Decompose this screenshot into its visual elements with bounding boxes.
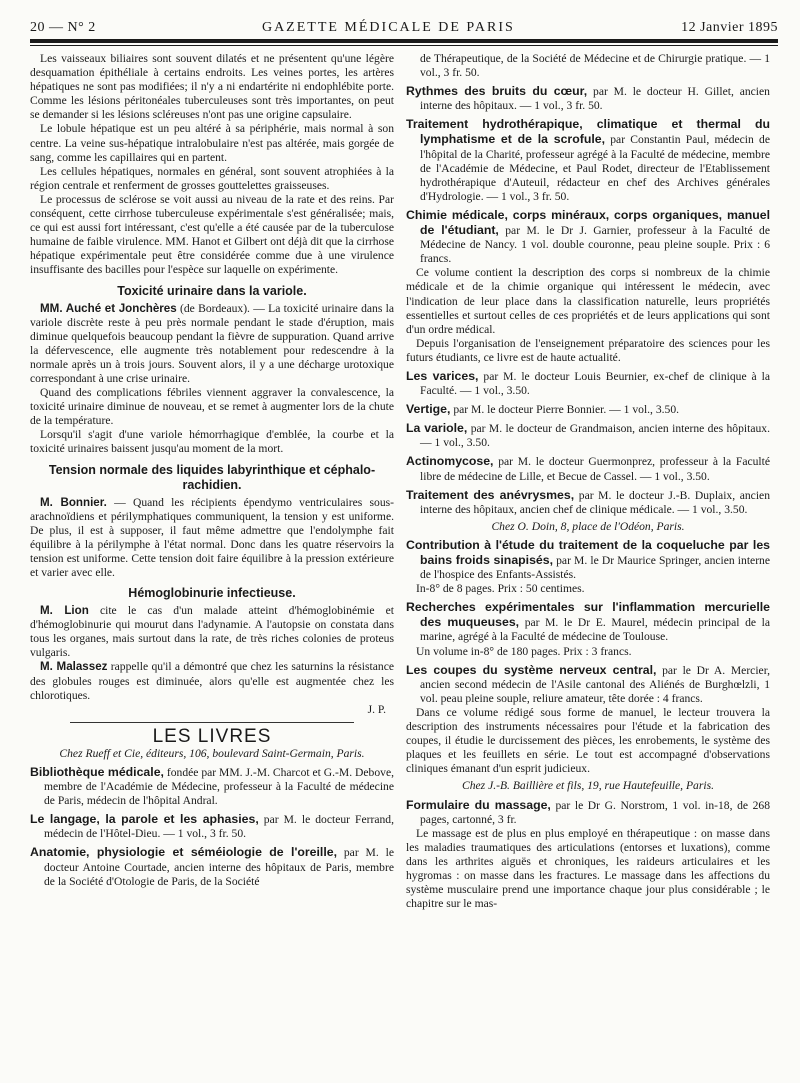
book-title: Actinomycose,	[406, 454, 494, 469]
right-column	[406, 52, 770, 911]
book-entry	[406, 488, 770, 517]
paragraph-text: cite le cas d'un malade atteint d'hémoglobinémie et d'hémoglobinurie qui mourut dans l'adynamie. A l'autopsie on constata dans tous les organes, mais surtout dans la rate, de très riches colonies de proteus vulgaris.	[30, 604, 394, 660]
book-details: par M. le Dr E. Maurel, médecin principal de la marine, agrégé à la Faculté de médecine de Toulouse.	[420, 616, 770, 644]
author-names: M. Bonnier.	[40, 495, 107, 509]
book-entry	[406, 663, 770, 706]
paragraph: Depuis l'organisation de l'enseignement préparatoire des sciences pour les futurs étudiants, ce livre est de haute actualité.	[406, 336, 770, 364]
author-names: M. Lion	[40, 604, 89, 618]
paragraph-text: rappelle qu'il a démontré que chez les saturnins la résistance des globules rouges est diminuée, alors qu'elle est augmentée chez les chlorotiques.	[30, 660, 394, 702]
journal-title: GAZETTE MÉDICALE DE PARIS	[261, 20, 515, 35]
book-entry	[406, 208, 770, 266]
section-title: LES LIVRES	[152, 725, 272, 747]
left-column	[30, 52, 394, 911]
book-title: Contribution à l'étude du traitement de la coqueluche par les bains froids sinapisés,	[406, 537, 770, 567]
signature: J. P.	[367, 702, 386, 716]
book-details: par M. le docteur Louis Beurnier, ex-chef de clinique à la Faculté. — 1 vol., 3.50.	[420, 369, 770, 398]
book-details: par M. le docteur J.-B. Duplaix, ancien interne des hôpitaux, ancien chef de clinique médicale. — 1 vol., 3.50.	[420, 488, 770, 516]
divider	[70, 722, 354, 723]
book-entry	[30, 812, 394, 841]
section-heading: Tension normale des liquides labyrinthique et céphalo-rachidien.	[48, 462, 376, 492]
book-title: Recherches expérimentales sur l'inflammation mercurielle des muqueuses,	[406, 600, 770, 630]
paragraph	[30, 302, 394, 387]
book-entry	[406, 421, 770, 450]
page-header	[30, 0, 778, 36]
book-details: fondée par MM. J.-M. Charcot et G.-M. Debove, membre de l'Académie de Médecine, professeur à la Faculté de médecine de Paris, médecin de l'hôpital Andral.	[44, 765, 394, 808]
paragraph: In-8° de 8 pages. Prix : 50 centimes.	[416, 582, 585, 596]
paragraph: de Thérapeutique, de la Société de Médecine et de Chirurgie pratique. — 1 vol., 3 fr. 50.	[420, 52, 770, 80]
publisher-line: Chez J.-B. Baillière et fils, 19, rue Hautefeuille, Paris.	[461, 779, 714, 793]
paragraph: Le lobule hépatique est un peu altéré à sa périphérie, mais normal à son centre. La veine sus-hépatique intralobulaire n'est pas altérée, mais gorgée de sang, comme les capillaires qui en partent.	[30, 122, 394, 164]
book-entry	[406, 84, 770, 113]
book-entry	[30, 845, 394, 888]
publisher-line: Chez O. Doin, 8, place de l'Odéon, Paris.	[491, 519, 685, 533]
section-heading: Toxicité urinaire dans la variole.	[117, 283, 307, 298]
paragraph: Le massage est de plus en plus employé en thérapeutique : on masse dans les maladies traumatiques des articulations (entorses et luxations), comme dans les arthrites aiguës et chroniques, les raideurs articulaires et les hygromas : on masse dans les fractures. Le massage dans les affections du système musculaire prend une importance chaque jour plus considérable ; le chapitre sur le mas-	[406, 826, 770, 911]
book-details: par Constantin Paul, médecin de l'hôpital de la Charité, professeur agrégé à la Faculté de médecine, membre de l'Académie de Médecine, et Paul Rodet, directeur de l'Etablissement hydrothérapique d'Auteuil, rédacteur en chef des Archives générales d'Hydrologie. — 1 vol., 3 fr. 50.	[420, 133, 770, 203]
paragraph: Les cellules hépatiques, normales en général, sont souvent atrophiées à la région centrale et renferment de grosses gouttelettes graisseuses.	[30, 164, 394, 192]
header-rule	[30, 39, 778, 43]
book-title: Bibliothèque médicale,	[30, 764, 164, 779]
page-number: 20 — N° 2	[30, 20, 96, 35]
paragraph-text: (de Bordeaux). — La toxicité urinaire dans la variole discrète reste à peu près normale pendant le stade d'éruption, mais diminue quelquefois beaucoup pendant la fièvre de suppuration. Quand arrive la défervescence, elle augmente très notablement pour redescendre à la normale après un à trois jours. Souvent alors, il y a une décharge urotoxique correspondant à une crise urinaire.	[30, 301, 394, 385]
book-title: Anatomie, physiologie et séméiologie de l'oreille,	[30, 845, 338, 860]
columns	[30, 52, 778, 911]
publisher-line: Chez Rueff et Cie, éditeurs, 106, boulevard Saint-Germain, Paris.	[59, 746, 365, 760]
book-title: Traitement hydrothérapique, climatique et thermal du lymphatisme et de la scrofule,	[406, 117, 770, 147]
book-entry	[406, 454, 770, 483]
paragraph: Le processus de sclérose se voit aussi au niveau de la rate et des reins. Par conséquent, cette cirrhose tuberculeuse expérimentale s'est généralisée; mais, ce qui est aussi fort intéressant, c'est qu'elle a été causée par de la tuberculose humaine de faible virulence. MM. Hanot et Gilbert ont déjà dit que la cirrhose hépatique expérimentale peut être considérée comme due à une virulence insuffisante des bacilles pour l'espèce sur laquelle on expérimente.	[30, 192, 394, 277]
paragraph: Dans ce volume rédigé sous forme de manuel, le lecteur trouvera la description des instruments nécessaires pour l'étude et la fabrication des coupes, il étudie le durcissement des pièces, les enrobements, le système des plaques et les feuillets en série. Le tout est accompagné d'observations cliniques émanant d'un esprit judicieux.	[406, 705, 770, 776]
book-entry	[406, 117, 770, 204]
paragraph	[30, 496, 394, 581]
book-entry	[406, 798, 770, 827]
book-title: Traitement des anévrysmes,	[406, 487, 575, 502]
section-heading: Hémoglobinurie infectieuse.	[128, 586, 296, 601]
book-title: Les varices,	[406, 368, 479, 383]
paragraph-text: — Quand les récipients épendymo ventriculaires sous-arachnoïdiens et périlymphatiques communiquent, la tension y est uniforme. De plus, il est à supposer, il faut même admettre que l'endolymphe fait équilibre à la périlymphe à l'état normal. Donc dans les quatre réservoirs la tension est uniforme. Cette tension doit faire équilibre à la pression extérieure et varier avec elle.	[30, 495, 394, 579]
book-title: La variole,	[406, 421, 468, 436]
book-details: par M. le docteur H. Gillet, ancien interne des hôpitaux. — 1 vol., 3 fr. 50.	[420, 85, 770, 113]
book-details: par le Dr G. Norstrom, 1 vol. in-18, de 268 pages, cartonné, 3 fr.	[420, 798, 770, 826]
book-details: par M. le docteur Ferrand, médecin de l'Hôtel-Dieu. — 1 vol., 3 fr. 50.	[44, 813, 394, 841]
book-title: Vertige,	[406, 402, 451, 417]
header-rule-thin	[30, 45, 778, 46]
book-entry	[406, 600, 770, 644]
book-details: par M. le Dr Maurice Springer, ancien interne de l'hospice des Enfants-Assistés.	[420, 554, 770, 582]
book-entry	[406, 402, 770, 417]
book-title: Le langage, la parole et les aphasies,	[30, 812, 259, 827]
paragraph: Un volume in-8° de 180 pages. Prix : 3 francs.	[416, 644, 632, 658]
paragraph	[30, 604, 394, 660]
paragraph: Lorsqu'il s'agit d'une variole hémorrhagique d'emblée, la courbe et la toxicité urinaires baissent jusqu'au moment de la mort.	[30, 428, 394, 456]
book-title: Formulaire du massage,	[406, 797, 551, 812]
book-details: par M. le Dr J. Garnier, professeur à la Faculté de Médecine de Nancy. 1 vol. double couronne, peau pleine souple. Prix : 6 francs.	[420, 224, 770, 266]
book-entry	[406, 538, 770, 582]
book-details: par M. le docteur de Grandmaison, ancien interne des hôpitaux. — 1 vol., 3.50.	[420, 422, 770, 450]
paragraph: Quand des complications fébriles viennent aggraver la convalescence, la toxicité urinaire diminue de nouveau, et se remet à augmenter lors de la chute de la température.	[30, 386, 394, 428]
book-entry	[406, 369, 770, 398]
book-entry	[30, 765, 394, 808]
book-title: Rythmes des bruits du cœur,	[406, 84, 588, 99]
book-title: Chimie médicale, corps minéraux, corps organiques, manuel de l'étudiant,	[406, 207, 770, 238]
book-title: Les coupes du système nerveux central,	[406, 662, 657, 677]
issue-date: 12 Janvier 1895	[681, 20, 778, 35]
author-names: MM. Auché et Jonchères	[40, 301, 177, 315]
book-details: par M. le docteur Antoine Courtade, ancien interne des hôpitaux de Paris, membre de la Société d'Otologie de Paris, de la Société	[44, 846, 394, 888]
book-details: par M. le docteur Guermonprez, professeur à la Faculté libre de médecine de Lille, et Becue de Cassel. — 1 vol., 3.50.	[420, 455, 770, 483]
paragraph: Ce volume contient la description des corps si nombreux de la chimie médicale et de la chimie organique qui intéressent le médecin, avec l'indication de leur place dans la classification naturelle, leurs propriétés essentielles et surtout celles de ces propriétés et de leurs applications qui sont d'un ordre médical.	[406, 266, 770, 336]
book-details: par M. le docteur Pierre Bonnier. — 1 vol., 3.50.	[450, 403, 680, 417]
author-names: M. Malassez	[40, 660, 108, 674]
book-details: par le Dr A. Mercier, ancien second médecin de l'Asile cantonal des Aliénés de Burghœlzli, 1 vol. peau pleine souple, reliure amateur, tête dorée : 4 francs.	[420, 663, 770, 705]
paragraph: Les vaisseaux biliaires sont souvent dilatés et ne présentent qu'une légère desquamation épithéliale à certains endroits. Les veines portes, les artères hépatiques ne sont pas modifiées; il n'y a ni endartérite ni endophlébite porte. Comme les lésions péritonéales tuberculeuses sont très importantes, on peut se demander si les lésions scléreuses n'ont pas une origine capsulaire.	[30, 52, 394, 122]
paragraph	[30, 660, 394, 702]
